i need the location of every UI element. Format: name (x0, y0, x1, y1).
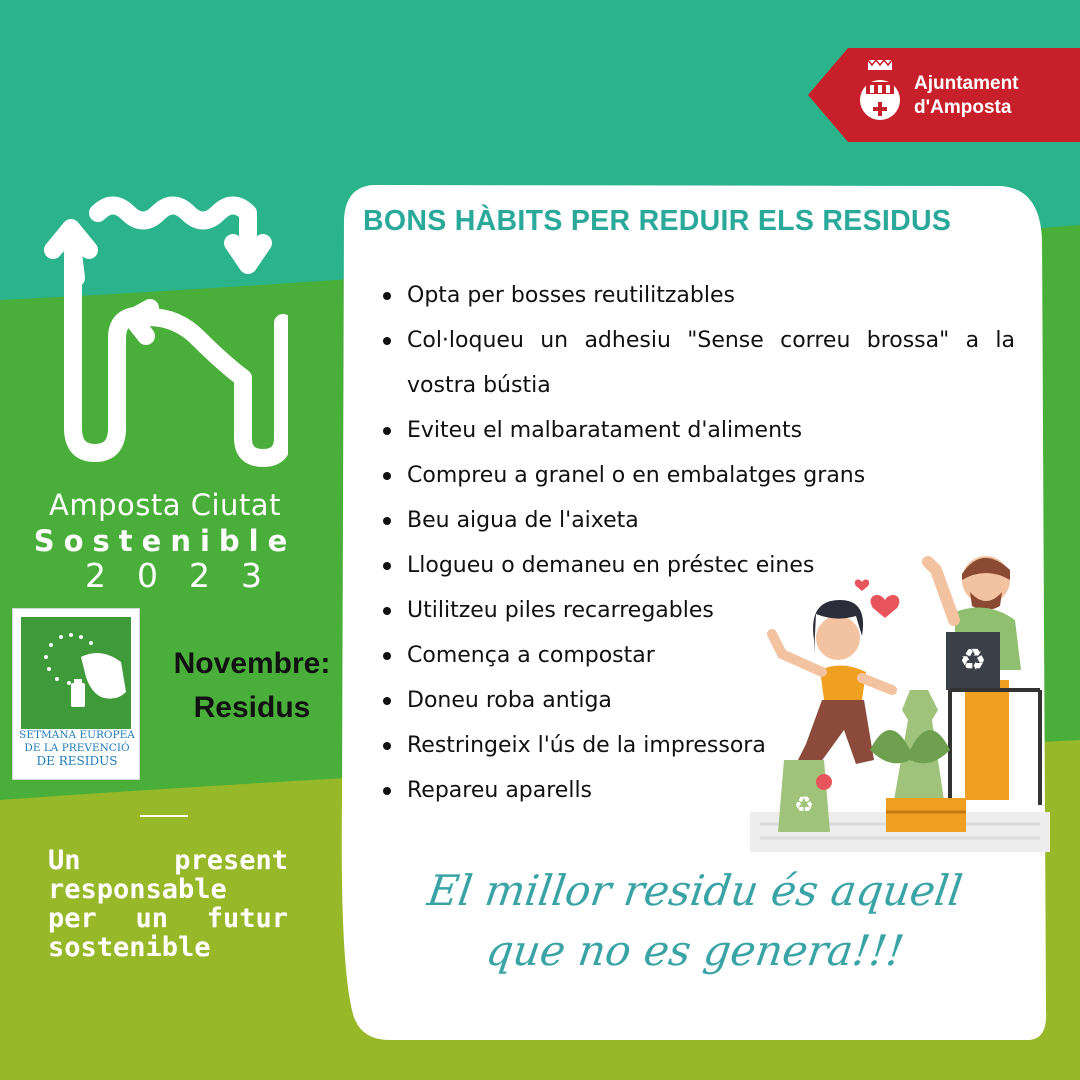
card-title: BONS HÀBITS PER REDUIR ELS RESIDUS (363, 205, 952, 237)
month-topic: Residus (193, 691, 311, 724)
tip-item: Repareu aparells (381, 768, 1015, 813)
slogan-line3: per un futur (48, 903, 288, 934)
tip-item: Doneu roba antiga (381, 678, 1015, 723)
tip-item: Comença a compostar (381, 633, 1015, 678)
eu-line3: DE RESIDUS (36, 754, 118, 768)
slogan-line2: responsable (48, 874, 227, 905)
svg-text:♻: ♻ (794, 793, 814, 818)
month-label: Novembre: (173, 647, 331, 680)
eu-line1: SETMANA EUROPEA (19, 729, 135, 741)
tip-item: Col·loqueu un adhesiu "Sense correu brossa" a la vostra bústia (381, 318, 1015, 408)
tip-item: Compreu a granel o en embalatges grans (381, 453, 1015, 498)
slogan-line4: sostenible (48, 932, 211, 963)
people-recycling-clothes-illustration (740, 540, 1060, 860)
quote-line1: El millor residu és aquell (424, 866, 966, 915)
slogan-line1: Un present (48, 845, 288, 876)
tip-item: Beu aigua de l'aixeta (381, 498, 1015, 543)
tip-item: Opta per bosses reutilitzables (381, 273, 1015, 318)
tip-item: Restringeix l'ús de la impressora (381, 723, 1015, 768)
badge-line2: d'Amposta (914, 97, 1012, 118)
quote-line2: que no es genera!!! (483, 926, 907, 975)
tip-item: Utilitzeu piles recarregables (381, 588, 1015, 633)
tip-item: Eviteu el malbaratament d'aliments (381, 408, 1015, 453)
brand-line2: Sostenible (33, 524, 297, 558)
eu-line2: DE LA PREVENCIÓ (24, 742, 130, 754)
badge-line1: Ajuntament (914, 73, 1019, 94)
tip-item: Llogueu o demaneu en préstec eines (381, 543, 1015, 588)
brand-line1: Amposta Ciutat (49, 488, 281, 522)
brand-line3: 2023 (85, 556, 293, 595)
svg-text:♻: ♻ (959, 643, 987, 678)
